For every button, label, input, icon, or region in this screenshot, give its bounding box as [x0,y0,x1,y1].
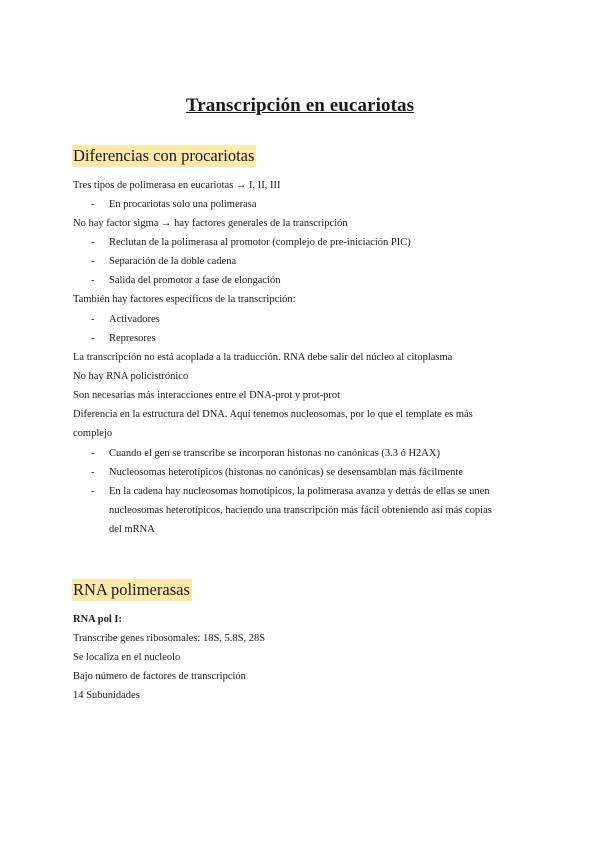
bullet-item: Represores [109,333,156,344]
bullet-dash: - [91,256,95,267]
bullet-item: Reclutan de la polimerasa al promotor (complejo de pre-iniciación PIC) [109,237,411,248]
text-line: Se localiza en el nucleolo [73,652,181,663]
text-line: Bajo número de factores de transcripción [73,671,246,682]
subheading-rna-pol-i: RNA pol I: [73,614,123,625]
text-line: Son necesarias más interacciones entre el DNA-prot y prot-prot [73,390,341,401]
bullet-item: Activadores [109,314,160,325]
text-line: 14 Subunidades [73,690,140,701]
bullet-dash: - [91,467,95,478]
bullet-item: Salida del promotor a fase de elongación [109,275,281,286]
bullet-dash: - [91,333,95,344]
text-line: Tres tipos de polimerasa en eucariotas → I, II, III [73,180,281,191]
section-heading-rna-polimerasas: RNA polimerasas [73,580,190,599]
bullet-item: Separación de la doble cadena [109,256,237,267]
text-line: complejo [73,428,113,439]
document-title: Transcripción en eucariotas [185,95,415,116]
bullet-dash: - [91,275,95,286]
text-line: También hay factores específicos de la transcripción: [73,294,296,305]
bullet-dash: - [91,448,95,459]
bullet-item: En procariotas solo una polimerasa [109,199,257,210]
bullet-dash: - [91,237,95,248]
bullet-item: En la cadena hay nucleosomas homotípicos, la polimerasa avanza y detrás de ellas se unen [109,486,490,497]
bullet-dash: - [91,199,95,210]
bullet-dash: - [91,486,95,497]
text-line: No hay factor sigma → hay factores generales de la transcripción [73,218,348,229]
bullet-item: Nucleosomas heterotípicos (histonas no canónicas) se desensamblan más fácilmente [109,467,463,478]
bullet-item-continued: del mRNA [109,524,155,535]
text-line: Diferencia en la estructura del DNA. Aquí tenemos nucleosomas, por lo que el template es más [73,409,473,420]
text-line: No hay RNA policistrónico [73,371,189,382]
text-line: La transcripción no está acoplada a la traducción. RNA debe salir del núcleo al citoplasma [73,352,453,363]
text-line: Transcribe genes ribosomales: 18S, 5.8S, 28S [73,633,266,644]
bullet-dash: - [91,314,95,325]
section-heading-diferencias: Diferencias con procariotas [73,146,255,165]
bullet-item: Cuando el gen se transcribe se incorporan histonas no canónicas (3.3 ó H2AX) [109,448,440,459]
bullet-item-continued: nucleosomas heterotípicos, haciendo una transcripción más fácil obteniendo así más copias [109,505,492,516]
